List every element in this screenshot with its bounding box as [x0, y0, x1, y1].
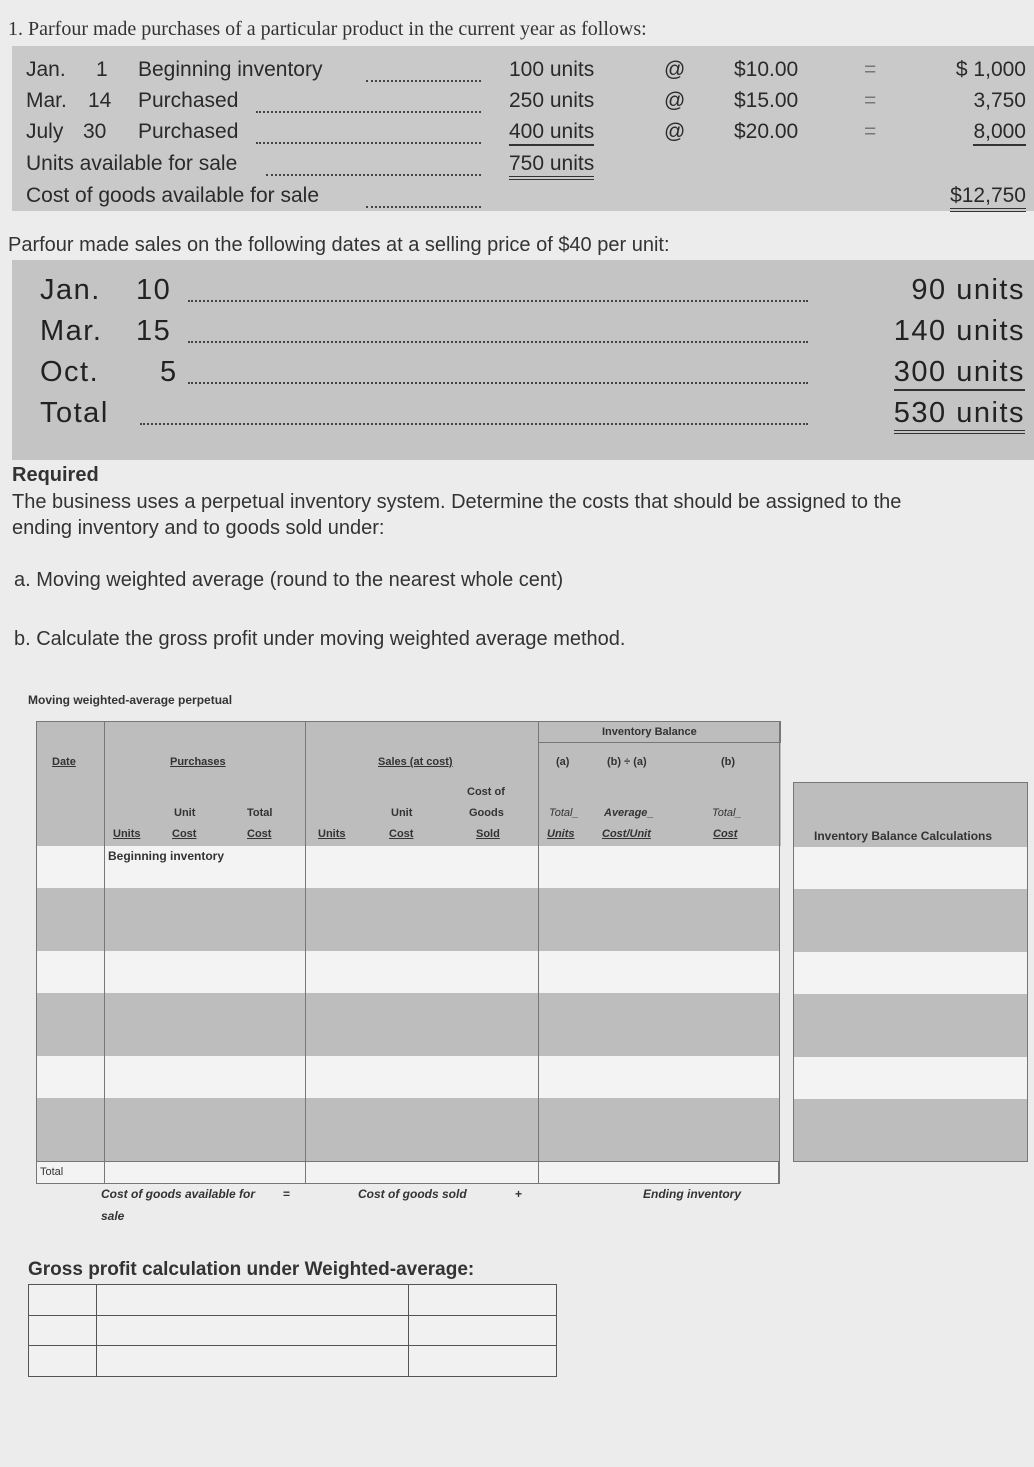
hdr-total-cost: Total_	[712, 807, 742, 819]
total-row-label: Total	[40, 1166, 64, 1178]
purchase-price: $20.00	[734, 120, 799, 143]
hdr-total: Total	[247, 807, 273, 819]
worksheet-row[interactable]	[36, 951, 779, 993]
cost-available-value: $12,750	[950, 184, 1026, 212]
hdr-total-units: Total_	[549, 807, 579, 819]
hdr-sold: Sold	[476, 828, 500, 840]
at-sign: @	[664, 89, 686, 112]
sale-month: Mar.	[40, 315, 103, 347]
hdr-units: Units	[113, 828, 141, 840]
gp-cell[interactable]	[408, 1284, 557, 1316]
hdr-total-cost-purch: Cost	[247, 828, 272, 840]
footer-equals: =	[283, 1187, 291, 1201]
hdr-goods: Goods	[469, 807, 504, 819]
purchase-price: $10.00	[734, 58, 799, 81]
gp-cell[interactable]	[96, 1315, 409, 1346]
worksheet-row[interactable]	[36, 888, 779, 951]
hdr-cost-balance: Cost	[713, 828, 738, 840]
purchase-day: 14	[88, 89, 112, 112]
hdr-units-sales: Units	[318, 828, 346, 840]
footer-plus: +	[515, 1187, 523, 1201]
purchase-desc: Beginning inventory	[138, 58, 323, 81]
units-available-value: 750 units	[509, 152, 594, 180]
sale-units: 90 units	[911, 274, 1025, 306]
hdr-units-balance: Units	[547, 828, 575, 840]
calc-header: Inventory Balance Calculations	[814, 829, 993, 843]
question-intro: 1. Parfour made purchases of a particular product in the current year as follows:	[8, 18, 647, 40]
hdr-average: Average_	[604, 807, 654, 819]
gp-cell[interactable]	[28, 1315, 97, 1346]
equals-sign: =	[864, 58, 877, 81]
col-b: (b)	[721, 756, 736, 768]
worksheet-total-row	[36, 1161, 779, 1184]
purchase-month: July	[26, 120, 64, 143]
col-sales: Sales (at cost)	[378, 756, 453, 768]
inventory-balance-header	[538, 721, 781, 743]
sale-day: 10	[136, 274, 172, 306]
required-text-2: ending inventory and to goods sold under:	[12, 517, 385, 539]
worksheet-header	[36, 721, 538, 846]
hdr-cost-of: Cost of	[467, 786, 505, 798]
sale-month: Oct.	[40, 356, 100, 388]
part-b: b. Calculate the gross profit under moving weighted average method.	[14, 628, 626, 650]
equals-sign: =	[864, 120, 877, 143]
footer-cogs: Cost of goods sold	[358, 1187, 467, 1201]
gross-profit-title: Gross profit calculation under Weighted-average:	[28, 1259, 475, 1280]
part-a: a. Moving weighted average (round to the nearest whole cent)	[14, 569, 564, 591]
col-b-div-a: (b) ÷ (a)	[607, 756, 647, 768]
gp-cell[interactable]	[28, 1345, 97, 1377]
footer-sale: sale	[101, 1209, 125, 1223]
purchase-row-1	[26, 58, 1034, 86]
sales-row-2	[40, 315, 1025, 351]
purchase-total: $ 1,000	[955, 58, 1026, 81]
sale-total-label: Total	[40, 397, 109, 429]
beginning-inventory-label: Beginning inventory	[108, 849, 225, 863]
purchase-units: 250 units	[509, 89, 595, 112]
worksheet-row[interactable]	[36, 1098, 779, 1161]
purchase-month: Jan.	[26, 58, 66, 81]
purchase-units: 100 units	[509, 58, 595, 81]
at-sign: @	[664, 120, 686, 143]
hdr-cost-sales: Cost	[389, 828, 414, 840]
required-title: Required	[12, 464, 99, 486]
sale-units: 140 units	[893, 315, 1025, 347]
hdr-cost: Cost	[172, 828, 197, 840]
sales-row-1	[40, 274, 1025, 310]
calc-row[interactable]	[794, 1057, 1027, 1099]
inventory-balance-label: Inventory Balance	[602, 726, 697, 738]
col-date: Date	[52, 756, 76, 768]
purchase-total: 3,750	[973, 89, 1026, 112]
footer-ending: Ending inventory	[643, 1187, 742, 1201]
purchase-desc: Purchased	[138, 89, 239, 112]
gp-cell[interactable]	[96, 1345, 409, 1377]
gp-cell[interactable]	[96, 1284, 409, 1316]
purchase-price: $15.00	[734, 89, 799, 112]
equals-sign: =	[864, 89, 877, 112]
gp-cell[interactable]	[408, 1345, 557, 1377]
purchase-desc: Purchased	[138, 120, 239, 143]
sale-month: Jan.	[40, 274, 101, 306]
worksheet-title: Moving weighted-average perpetual	[28, 693, 233, 707]
cost-available-row	[26, 184, 1034, 214]
sale-units: 300 units	[894, 356, 1025, 391]
purchase-units: 400 units	[509, 120, 594, 146]
hdr-cost-unit: Cost/Unit	[602, 828, 651, 840]
gp-cell[interactable]	[408, 1315, 557, 1346]
purchase-row-3	[26, 120, 1034, 148]
calc-row[interactable]	[794, 847, 1027, 889]
col-purchases: Purchases	[170, 756, 226, 768]
gp-cell[interactable]	[28, 1284, 97, 1316]
sale-day: 5	[160, 356, 178, 388]
gross-profit-table	[28, 1284, 557, 1377]
footer-cogafs: Cost of goods available for	[101, 1187, 256, 1201]
purchase-total: 8,000	[973, 120, 1026, 146]
worksheet-row[interactable]	[36, 1056, 779, 1098]
required-text-1: The business uses a perpetual inventory system. Determine the costs that should be assigned to the	[12, 491, 902, 513]
units-available-row	[26, 152, 1034, 182]
purchase-row-2	[26, 89, 1034, 117]
calc-row[interactable]	[794, 952, 1027, 994]
purchase-day: 30	[83, 120, 107, 143]
sale-total-units: 530 units	[894, 397, 1025, 434]
purchase-day: 1	[96, 58, 108, 81]
col-a: (a)	[556, 756, 570, 768]
calc-table	[793, 782, 1028, 1162]
at-sign: @	[664, 58, 686, 81]
sales-row-3	[40, 356, 1025, 392]
sales-intro: Parfour made sales on the following dates at a selling price of $40 per unit:	[8, 234, 670, 256]
purchase-month: Mar.	[26, 89, 67, 112]
sale-day: 15	[136, 315, 172, 347]
sales-total-row	[40, 397, 1025, 437]
units-available-label: Units available for sale	[26, 152, 238, 175]
cost-available-label: Cost of goods available for sale	[26, 184, 320, 207]
hdr-unit-sales: Unit	[391, 807, 413, 819]
worksheet-row[interactable]	[36, 993, 779, 1056]
hdr-unit: Unit	[174, 807, 196, 819]
